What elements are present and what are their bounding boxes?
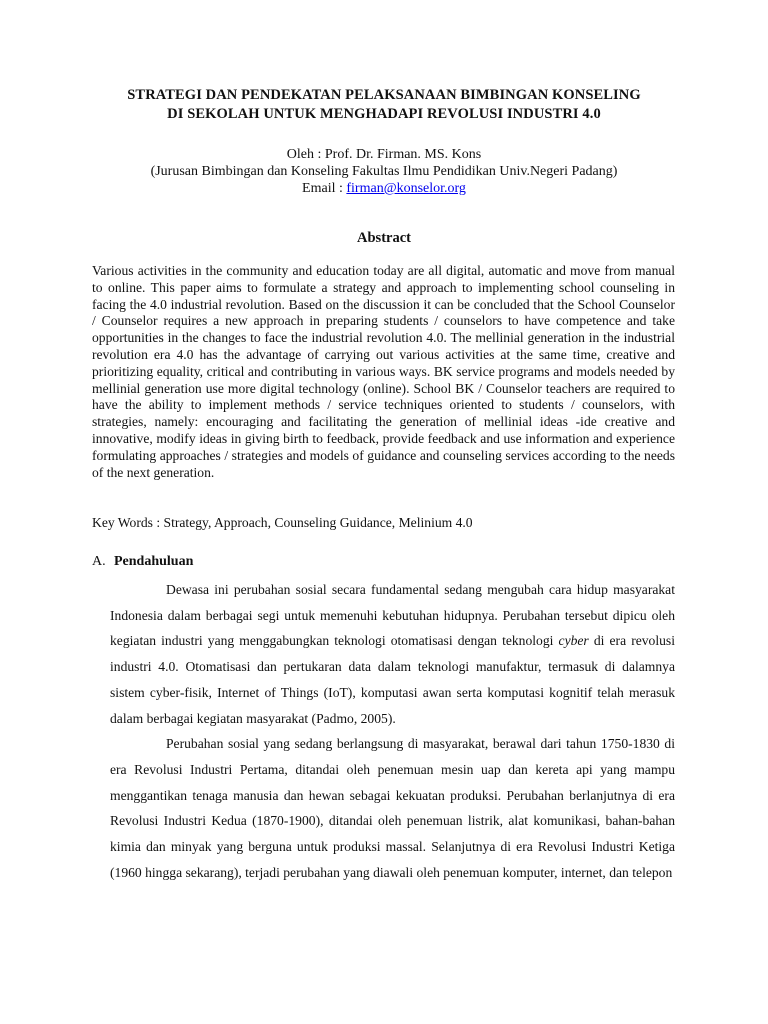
- paper-title: [60, 86, 708, 124]
- section-title: Pendahuluan: [114, 554, 194, 569]
- title-line-2: DI SEKOLAH UNTUK MENGHADAPI REVOLUSI INDUSTRI 4.0: [167, 106, 601, 122]
- paragraph-1-part-1: Dewasa ini perubahan sosial secara fundamental sedang mengubah cara hidup masyarakat Indonesia dalam berbagai segi untuk memenuhi kebutuhan hidupnya. Perubahan tersebut dipicu oleh kegiatan industri yang menggabungkan teknologi otomatisasi dengan teknologi: [110, 582, 675, 649]
- title-line-1: STRATEGI DAN PENDEKATAN PELAKSANAAN BIMBINGAN KONSELING: [127, 87, 641, 103]
- paragraph-1-part-2: di era revolusi industri 4.0. Otomatisasi dan pertukaran data dalam teknologi manufaktur, termasuk di dalamnya sistem cyber-fisik, Internet of Things (IoT), komputasi awan serta komputasi kognitif telah merasuk dalam berbagai kegiatan masyarakat (Padmo, 2005).: [110, 633, 675, 726]
- email-label: Email :: [302, 181, 347, 196]
- section-heading: [92, 553, 193, 571]
- email-link[interactable]: firman@konselor.org: [346, 181, 466, 196]
- author-name: Oleh : Prof. Dr. Firman. MS. Kons: [286, 147, 482, 162]
- paragraph-1: [110, 577, 675, 731]
- paragraph-2: Perubahan sosial yang sedang berlangsung di masyarakat, berawal dari tahun 1750-1830 di era Revolusi Industri Pertama, ditandai oleh penemuan mesin uap dan kereta api yang mampu menggantikan tenaga manusia dan hewan sebagai kekuatan produksi. Perubahan berlanjutnya di era Revolusi Industri Kedua (1870-1900), ditandai oleh penemuan listrik, alat komunikasi, bahan-bahan kimia dan minyak yang berguna untuk produksi massal. Selanjutnya di era Revolusi Industri Ketiga (1960 hingga sekarang), terjadi perubahan yang diawali oleh penemuan komputer, internet, dan telepon: [110, 736, 675, 880]
- paragraph-1-italic: cyber: [558, 633, 589, 649]
- author-email-line: [60, 180, 708, 197]
- abstract-text: Various activities in the community and education today are all digital, automatic and move from manual to online. This paper aims to formulate a strategy and approach to implementing school counseling in facing the 4.0 industrial revolution. Based on the discussion it can be concluded that the School Counselor / Counselor requires a new approach in preparing students / counselors to have competence and take opportunities in the changes to face the industrial revolution 4.0. The mellinial generation in the industrial revolution era 4.0 has the advantage of carrying out various activities at the same time, creative and prioritizing equality, critical and contributing in various ways. BK service programs and models needed by mellinial generation use more digital technology (online). School BK / Counselor teachers are required to have the ability to implement methods / service techniques oriented to students / counselors, with strategies, namely: encouraging and facilitating the generation of mellinial ideas -ide creative and innovative, modify ideas in giving birth to feedback, provide feedback and use information and experience formulating approaches / strategies and models of guidance and counseling services according to the needs of the next generation.: [92, 263, 675, 480]
- author-block: [60, 146, 708, 197]
- section-letter: A.: [92, 554, 106, 569]
- abstract-heading: Abstract: [357, 230, 411, 246]
- author-affiliation: (Jurusan Bimbingan dan Konseling Fakultas Ilmu Pendidikan Univ.Negeri Padang): [150, 164, 618, 179]
- body-text: [110, 577, 675, 885]
- keywords: Key Words : Strategy, Approach, Counseling Guidance, Melinium 4.0: [92, 515, 473, 530]
